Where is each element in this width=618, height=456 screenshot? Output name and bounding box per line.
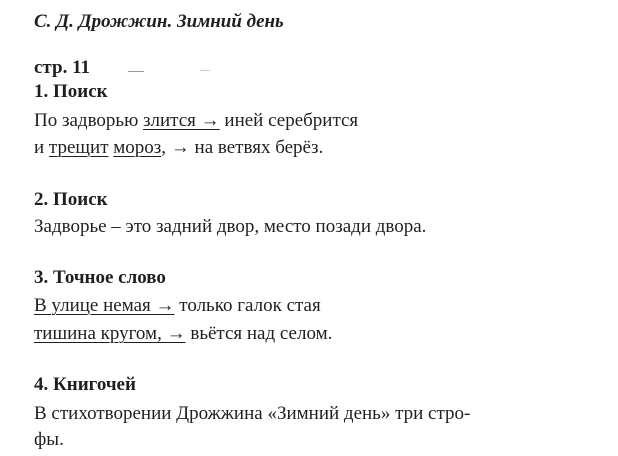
section-2-line-1	[34, 215, 426, 239]
text-fragment: вьётся над селом.	[185, 323, 333, 344]
section-heading-bookworm: 4. Книгочей	[34, 374, 136, 395]
underlined-fragment: мороз	[113, 137, 162, 158]
scan-mark	[200, 70, 210, 71]
section-1-line-1	[34, 109, 358, 133]
underlined-fragment: В улице немая →	[34, 295, 175, 316]
text-fragment: только галок стая	[174, 295, 321, 316]
text-fragment: иней серебрится	[219, 110, 359, 131]
section-heading-exact-word: 3. Точное слово	[34, 267, 166, 288]
text-fragment: В стихотворении Дрожжина «Зимний день» три стро-	[34, 403, 471, 424]
section-4-line-1	[34, 402, 470, 426]
section-3-line-1	[34, 294, 321, 318]
scan-mark	[128, 71, 144, 72]
section-heading-search-2: 2. Поиск	[34, 189, 108, 210]
section-3-line-2	[34, 322, 332, 346]
page-reference: стр. 11	[34, 57, 91, 78]
text-fragment: , → на ветвях берёз.	[161, 137, 324, 158]
text-fragment: фы.	[34, 429, 64, 450]
section-4-line-2	[34, 428, 64, 452]
underlined-fragment: тишина кругом, →	[34, 323, 186, 344]
section-heading-search-1: 1. Поиск	[34, 81, 108, 102]
text-fragment: Задворье – это задний двор, место позади двора.	[34, 216, 427, 237]
document-title: С. Д. Дрожжин. Зимний день	[34, 11, 284, 32]
underlined-fragment: трещит	[48, 137, 109, 158]
text-fragment: По задворью	[34, 110, 144, 131]
underlined-fragment: злится →	[143, 110, 220, 131]
text-fragment: и	[34, 137, 49, 158]
section-1-line-2	[34, 136, 323, 160]
